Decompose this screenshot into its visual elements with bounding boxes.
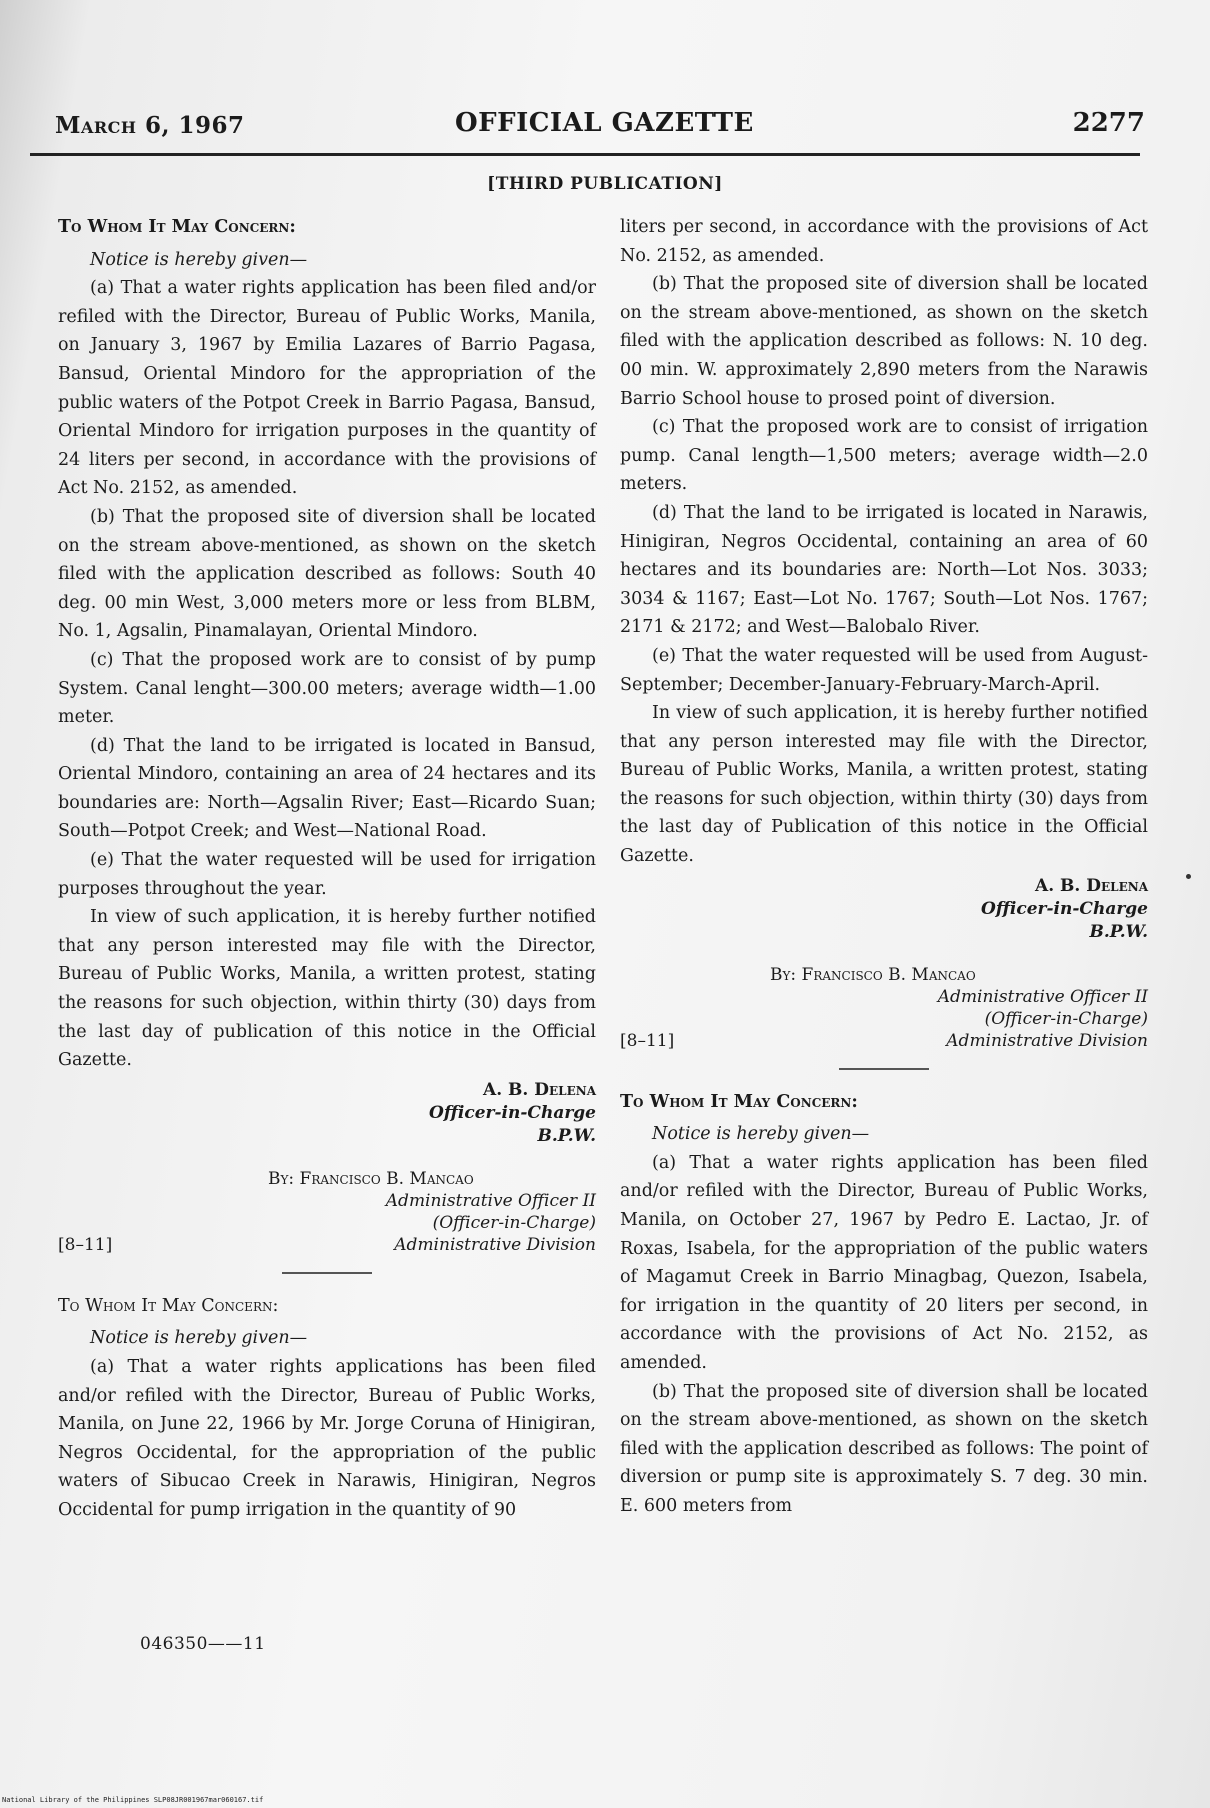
notice2-by-capacity: (Officer-in-Charge) xyxy=(984,1008,1148,1029)
notice1-paragraph-a: (a) That a water rights application has been filed and/or refiled with the Director, Bureau of Public Works, Manila, on January 3, 1967 by Emilia Lazares of Barrio Pagasa, Bansud, Oriental Mindoro for the appropriation of the public waters of the Potpot Creek in Barrio Pagasa, Bansud, Oriental Mindoro for irrigation purposes in the quantity of 24 liters per second, in accordance with the provisions of Act No. 2152, as amended. xyxy=(58,278,596,499)
notice2-ref: [8–11] xyxy=(620,1030,675,1051)
notice1-intro: Notice is hereby given— xyxy=(90,249,308,270)
notice1-signatory: A. B. Delena xyxy=(483,1079,596,1100)
notice2-protest-paragraph: In view of such application, it is hereby further notified that any person interested may file with the Director, Bureau of Public Works, Manila, a written protest, stating the reasons for such objection, within thirty (30) days from the last day of Publication of this notice in the Official Gazette. xyxy=(620,703,1148,867)
notice3-paragraph-a: (a) That a water rights application has been filed and/or refiled with the Director, Bureau of Public Works, Manila, on October 27, 1967 by Pedro E. Lactao, Jr. of Roxas, Isabela, for the appropriation of the public waters of Magamut Creek in Barrio Minagbag, Quezon, Isabela, for irrigation in the quantity of 20 liters per second, in accordance with the provisions of Act No. 2152, as amended. xyxy=(620,1152,1148,1373)
notice2-paragraph-a-continued: liters per second, in accordance with the provisions of Act No. 2152, as amended. xyxy=(620,217,1148,266)
notice1-by-division: Administrative Division xyxy=(394,1234,596,1255)
notice2-paragraph-e: (e) That the water requested will be used from August-September; December-January-February-March-April. xyxy=(620,645,1148,695)
library-stamp: National Library of the Philippines SLP08JR001967mar060167.tif xyxy=(2,1796,264,1804)
notice2-paragraph-a: (a) That a water rights applications has been filed and/or refiled with the Director, Bureau of Public Works, Manila, on June 22, 1966 by Mr. Jorge Coruna of Hinigiran, Negros Occidental, for the appropriation of the public waters of Sibucao Creek in Narawis, Hinigiran, Negros Occidental for pump irrigation in the quantity of 90 xyxy=(58,1357,596,1520)
notice2-by-block xyxy=(620,964,1148,1052)
notice2-by-division: Administrative Division xyxy=(946,1030,1148,1051)
notice2-signatory: A. B. Delena xyxy=(1035,875,1148,896)
notice3-intro: Notice is hereby given— xyxy=(652,1124,870,1145)
scan-speck xyxy=(1186,874,1191,879)
right-column xyxy=(620,213,1148,1521)
notice1-ref: [8–11] xyxy=(58,1234,113,1255)
header-page-number: 2277 xyxy=(1072,108,1145,138)
notice-separator xyxy=(839,1068,929,1070)
header-title: OFFICIAL GAZETTE xyxy=(455,108,754,138)
left-column xyxy=(58,213,596,1525)
page-header xyxy=(55,108,1145,154)
notice1-signatory-office: B.P.W. xyxy=(537,1125,596,1146)
notice3-salutation: To Whom It May Concern: xyxy=(620,1091,858,1112)
publication-tag: [THIRD PUBLICATION] xyxy=(487,174,723,194)
header-date: March 6, 1967 xyxy=(55,112,245,139)
header-rule xyxy=(30,153,1140,156)
notice1-by-capacity: (Officer-in-Charge) xyxy=(432,1212,596,1233)
notice-separator xyxy=(282,1272,372,1274)
notice2-signatory-office: B.P.W. xyxy=(1089,921,1148,942)
notice2-paragraph-d: (d) That the land to be irrigated is located in Narawis, Hinigiran, Negros Occidental, containing an area of 60 hectares and its boundaries are: North—Lot Nos. 3033; 3034 & 1167; East—Lot No. 1767; South—Lot Nos. 1767; 2171 & 2172; and West—Balobalo River. xyxy=(620,502,1148,638)
notice1-by-title: Administrative Officer II xyxy=(385,1190,596,1211)
notice2-paragraph-c: (c) That the proposed work are to consist of irrigation pump. Canal length—1,500 meters; average width—2.0 meters. xyxy=(620,417,1148,495)
notice3-paragraph-b: (b) That the proposed site of diversion shall be located on the stream above-mentioned, as shown on the sketch filed with the application described as follows: The point of diversion or pump site is approximately S. 7 deg. 30 min. E. 600 meters from xyxy=(620,1381,1148,1516)
notice2-signature xyxy=(620,875,1148,944)
footer-code: 046350——11 xyxy=(140,1634,266,1654)
notice2-signatory-title: Officer-in-Charge xyxy=(981,898,1148,919)
notice1-by-block xyxy=(58,1168,596,1256)
notice1-protest-paragraph: In view of such application, it is hereby further notified that any person interested may file with the Director, Bureau of Public Works, Manila, a written protest, stating the reasons for such objection, within thirty (30) days from the last day of publication of this notice in the Official Gazette. xyxy=(58,907,596,1071)
notice1-signatory-title: Officer-in-Charge xyxy=(429,1102,596,1123)
notice1-salutation: To Whom It May Concern: xyxy=(58,217,296,237)
notice1-paragraph-d: (d) That the land to be irrigated is located in Bansud, Oriental Mindoro, containing an area of 24 hectares and its boundaries are: North—Agsalin River; East—Ricardo Suan; South—Potpot Creek; and West—National Road. xyxy=(58,735,596,842)
notice2-by-line: By: Francisco B. Mancao xyxy=(770,964,976,985)
notice2-intro: Notice is hereby given— xyxy=(90,1328,308,1349)
notice1-paragraph-e: (e) That the water requested will be used for irrigation purposes throughout the year. xyxy=(58,850,596,899)
notice1-paragraph-b: (b) That the proposed site of diversion shall be located on the stream above-mentioned, as shown on the sketch filed with the application described as follows: South 40 deg. 00 min West, 3,000 meters more or less from BLBM, No. 1, Agsalin, Pinamalayan, Oriental Mindoro. xyxy=(58,506,596,642)
notice2-paragraph-b: (b) That the proposed site of diversion shall be located on the stream above-mentioned, as shown on the sketch filed with the application described as follows: N. 10 deg. 00 min. W. approximately 2,890 meters from the Narawis Barrio School house to prosed point of diversion. xyxy=(620,274,1148,409)
notice2-by-title: Administrative Officer II xyxy=(937,986,1148,1007)
notice1-by-line: By: Francisco B. Mancao xyxy=(268,1168,474,1189)
notice1-paragraph-c: (c) That the proposed work are to consist of by pump System. Canal lenght—300.00 meters; average width—1.00 meter. xyxy=(58,649,596,728)
notice2-salutation: To Whom It May Concern: xyxy=(58,1295,279,1316)
notice1-signature xyxy=(58,1079,596,1148)
